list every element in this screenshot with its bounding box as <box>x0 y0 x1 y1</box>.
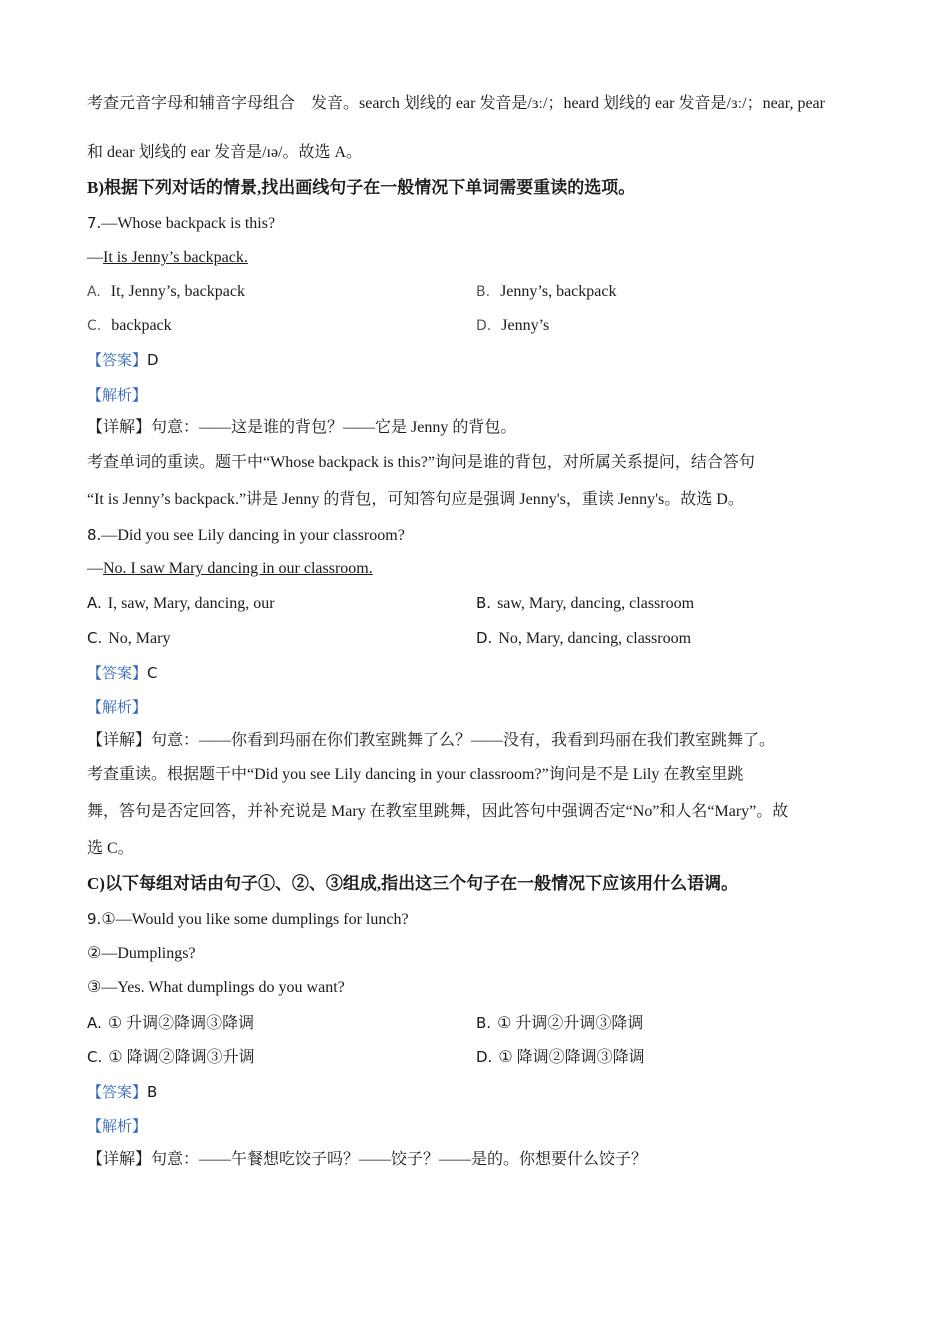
q9-option-d-label: D. <box>476 1048 493 1066</box>
q9-detail <box>87 1150 647 1170</box>
q8-answer-tag: 【答案】 <box>87 664 148 682</box>
q7-underlined-sentence: It is Jenny’s backpack. <box>103 249 248 266</box>
q7-option-a-text: It, Jenny’s, backpack <box>110 283 245 300</box>
q8-option-d-label: D. <box>476 629 493 647</box>
q8-option-b-label: B. <box>476 594 492 612</box>
q7-option-c-label: C. <box>87 318 102 334</box>
q7-option-c[interactable] <box>87 316 172 336</box>
q7-option-b-label: B. <box>476 284 491 300</box>
q9-option-a-text: ① 升调②降调③降调 <box>107 1015 255 1032</box>
q7-question <box>87 213 275 234</box>
q9-option-a[interactable] <box>87 1013 254 1034</box>
q8-answer <box>87 663 158 683</box>
q8-option-a-label: A. <box>87 594 102 612</box>
q7-answer-tag: 【答案】 <box>87 351 148 369</box>
q7-dash: — <box>87 249 103 266</box>
q9-line-1: ①—Would you like some dumplings for lunch? <box>101 911 409 928</box>
q8-option-a-text: I, saw, Mary, dancing, our <box>107 595 275 612</box>
q7-answer-value: D <box>147 351 159 369</box>
q9-option-c[interactable] <box>87 1047 255 1068</box>
q9-detail-text: 句意：——午餐想吃饺子吗？——饺子？——是的。你想要什么饺子？ <box>151 1151 648 1168</box>
q7-explain-1: 考查单词的重读。题干中“Whose backpack is this?”询问是谁的背包，对所属关系提问，结合答句 <box>87 454 755 471</box>
q7-option-d-text: Jenny’s <box>501 317 550 334</box>
q8-option-b-text: saw, Mary, dancing, classroom <box>497 595 695 612</box>
q9-answer-tag: 【答案】 <box>87 1083 148 1101</box>
q8-option-b[interactable] <box>476 593 694 614</box>
q9-option-b-text: ① 升调②升调③降调 <box>497 1015 644 1032</box>
q9-option-d[interactable] <box>476 1047 645 1068</box>
q7-explain-2: “It is Jenny’s backpack.”讲是 Jenny 的背包，可知答句应是强调 Jenny's，重读 Jenny's。故选 D。 <box>87 491 744 508</box>
section-b-heading: B)根据下列对话的情景,找出画线句子在一般情况下单词需要重读的选项。 <box>87 178 636 197</box>
q7-analysis-tag: 【解析】 <box>87 386 148 404</box>
q7-option-b[interactable] <box>476 282 616 302</box>
q8-analysis-tag: 【解析】 <box>87 698 148 716</box>
q9-option-c-text: ① 降调②降调③升调 <box>108 1049 255 1066</box>
q8-option-c-text: No, Mary <box>108 630 171 647</box>
q7-option-d[interactable] <box>476 316 549 336</box>
q8-underlined-sentence: No. I saw Mary dancing in our classroom. <box>103 560 373 577</box>
q8-option-a[interactable] <box>87 593 275 614</box>
q9-analysis-tag: 【解析】 <box>87 1117 148 1135</box>
q8-line-1: —Did you see Lily dancing in your classroom? <box>101 527 405 544</box>
q8-question <box>87 525 405 546</box>
q7-detail-text: 句意：——这是谁的背包？——它是 Jenny 的背包。 <box>151 419 517 436</box>
q7-option-a[interactable] <box>87 282 245 302</box>
q9-number: 9. <box>87 910 102 928</box>
q9-option-b[interactable] <box>476 1013 643 1034</box>
q9-line-2: ②—Dumplings? <box>87 945 196 962</box>
q9-option-a-label: A. <box>87 1014 102 1032</box>
q9-detail-tag: 【详解】 <box>87 1151 152 1168</box>
q7-option-b-text: Jenny’s, backpack <box>500 283 617 300</box>
q8-detail-text: 句意：——你看到玛丽在你们教室跳舞了么？——没有，我看到玛丽在我们教室跳舞了。 <box>151 732 776 749</box>
q7-reply <box>87 248 248 268</box>
q8-option-d-text: No, Mary, dancing, classroom <box>498 630 692 647</box>
q8-reply <box>87 559 373 579</box>
q8-number: 8. <box>87 526 102 544</box>
q8-detail <box>87 731 775 751</box>
intro-line-2: 和 dear 划线的 ear 发音是/ɪə/。故选 A。 <box>87 144 363 161</box>
q8-explain-2: 舞，答句是否定回答，并补充说是 Mary 在教室里跳舞，因此答句中强调否定“No”和人名“Mary”。故 <box>87 803 789 820</box>
q7-option-a-label: A. <box>87 284 101 300</box>
q9-answer <box>87 1082 157 1102</box>
q8-explain-3: 选 C。 <box>87 840 134 857</box>
q7-detail <box>87 418 516 438</box>
q8-dash: — <box>87 560 103 577</box>
q8-answer-value: C <box>147 664 158 682</box>
q9-question <box>87 909 409 930</box>
q7-option-c-text: backpack <box>111 317 172 334</box>
q9-option-d-text: ① 降调②降调③降调 <box>498 1049 645 1066</box>
q8-option-d[interactable] <box>476 628 691 649</box>
section-c-heading: C)以下每组对话由句子①、②、③组成,指出这三个句子在一般情况下应该用什么语调。 <box>87 874 739 893</box>
q7-answer <box>87 350 159 370</box>
q9-line-3: ③—Yes. What dumplings do you want? <box>87 979 345 996</box>
q9-option-b-label: B. <box>476 1014 492 1032</box>
q7-line-1: —Whose backpack is this? <box>101 215 276 232</box>
q7-number: 7. <box>87 214 102 232</box>
q8-option-c[interactable] <box>87 628 170 649</box>
q8-explain-1: 考查重读。根据题干中“Did you see Lily dancing in your classroom?”询问是不是 Lily 在教室里跳 <box>87 766 744 783</box>
q9-answer-value: B <box>147 1083 158 1101</box>
q7-detail-tag: 【详解】 <box>87 419 152 436</box>
q8-option-c-label: C. <box>87 629 103 647</box>
q9-option-c-label: C. <box>87 1048 103 1066</box>
intro-line-1: 考查元音字母和辅音字母组合 发音。search 划线的 ear 发音是/ɜː/；heard 划线的 ear 发音是/ɜː/；near, pear <box>87 95 825 112</box>
q7-option-d-label: D. <box>476 318 492 334</box>
q8-detail-tag: 【详解】 <box>87 732 152 749</box>
